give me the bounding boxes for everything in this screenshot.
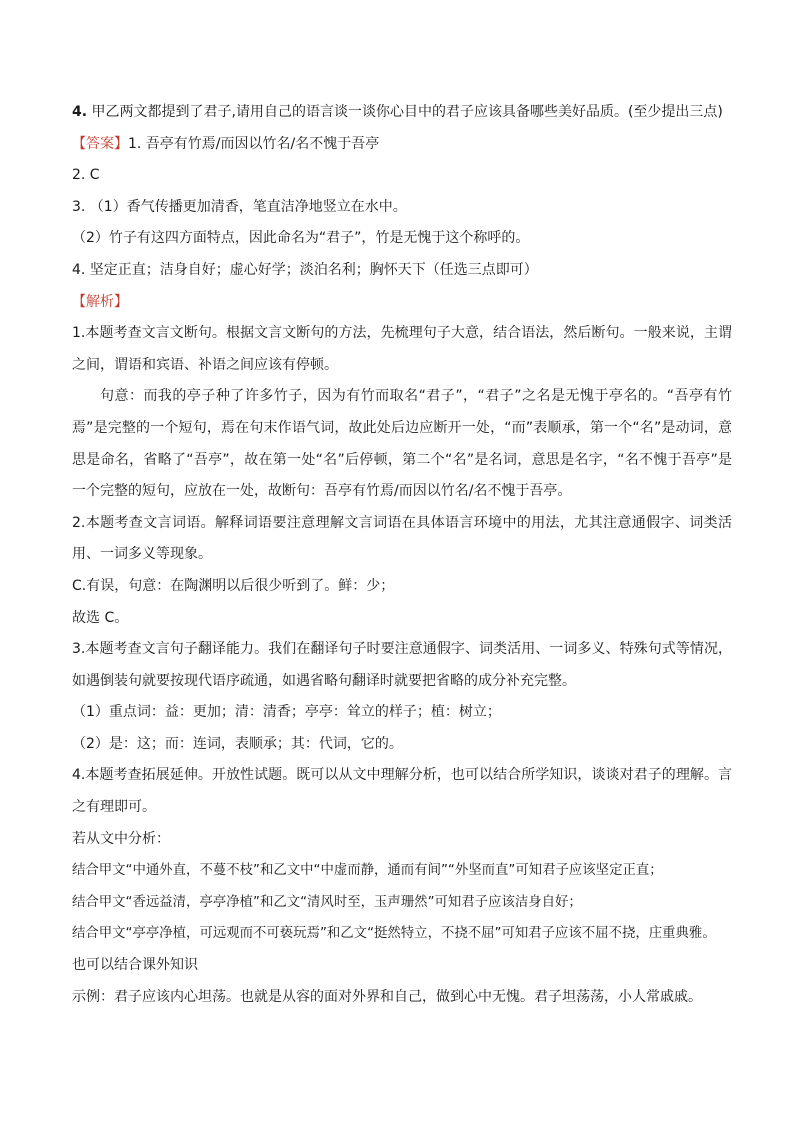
analysis-paragraph-2: 句意：而我的亭子种了许多竹子，因为有竹而取名“君子”，“君子”之名是无愧于亭名的。“吾亭有竹焉”是完整的一个短句，焉在句末作语气词，故此处后边应断开一处，“而”表顺承，第一个“名”是动词，意思是命名，省略了“吾亭”，故在第一处“名”后停顿，第二个“名”是名词，意思是名字，“名不愧于吾亭”是一个完整的短句，应放在一处，故断句：吾亭有竹焉/而因以竹名/名不愧于吾亭。 <box>72 388 732 500</box>
question-text: 甲乙两文都提到了君子,请用自己的语言谈一谈你心目中的君子应该具备哪些美好品质。(至少提出三点) <box>91 104 723 120</box>
analysis-paragraph-13: 结合甲文“亭亭净植，可远观而不可亵玩焉”和乙文“挺然特立，不挠不屈”可知君子应该不屈不挠，庄重典雅。 <box>72 926 716 942</box>
question-4 <box>72 97 732 129</box>
analysis-paragraph-6: 3.本题考查文言句子翻译能力。我们在翻译句子时要注意通假字、词类活用、一词多义、特殊句式等情况，如遇倒装句就要按现代语序疏通，如遇省略句翻译时就要把省略的成分补充完整。 <box>72 641 732 689</box>
analysis-paragraph-14: 也可以结合课外知识 <box>72 957 198 974</box>
analysis-paragraph-1: 1.本题考查文言文断句。根据文言文断句的方法，先梳理句子大意，结合语法，然后断句。一般来说，主谓之间，谓语和宾语、补语之间应该有停顿。 <box>72 325 732 373</box>
answer-label: 【答案】 <box>72 135 128 152</box>
analysis-paragraph-11: 结合甲文“中通外直，不蔓不枝”和乙文中“中虚而静，通而有间”“外坚而直”可知君子应该坚定正直； <box>72 863 663 879</box>
analysis-paragraph-9: 4.本题考查拓展延伸。开放性试题。既可以从文中理解分析，也可以结合所学知识，谈谈对君子的理解。言之有理即可。 <box>72 767 732 816</box>
analysis-label: 【解析】 <box>72 293 128 310</box>
analysis-paragraph-12: 结合甲文“香远益清，亭亭净植”和乙文“清风时至，玉声珊然”可知君子应该洁身自好； <box>72 894 582 910</box>
answer-item-5: 4. 坚定正直；洁身自好；虚心好学；淡泊名利；胸怀天下（任选三点即可） <box>72 261 538 278</box>
analysis-paragraph-7: （1）重点词：益：更加；清：清香；亭亭：耸立的样子；植：树立； <box>72 704 501 721</box>
question-number: 4. <box>72 104 88 120</box>
answer-item-2: 2. C <box>72 167 100 184</box>
document-page <box>72 97 732 1013</box>
answer-item-1: 1. 吾亭有竹焉/而因以竹名/名不愧于吾亭 <box>128 135 380 152</box>
analysis-paragraph-5: 故选 C。 <box>72 609 129 626</box>
answer-item-4: （2）竹子有这四方面特点，因此命名为“君子”，竹是无愧于这个称呼的。 <box>72 230 530 247</box>
analysis-paragraph-10: 若从文中分析： <box>72 830 170 847</box>
answer-line-1 <box>72 129 732 161</box>
analysis-paragraph-8: （2）是：这；而：连词，表顺承；其：代词，它的。 <box>72 735 403 752</box>
answer-item-3: 3. （1）香气传播更加清香，笔直洁净地竖立在水中。 <box>72 198 407 215</box>
analysis-paragraph-3: 2.本题考查文言词语。解释词语要注意理解文言词语在具体语言环境中的用法，尤其注意通假字、词类活用、一词多义等现象。 <box>72 514 732 563</box>
analysis-paragraph-15: 示例：君子应该内心坦荡。也就是从容的面对外界和自己，做到心中无愧。君子坦荡荡，小人常戚戚。 <box>72 988 702 1005</box>
analysis-paragraph-4: C.有误，句意：在陶渊明以后很少听到了。鲜：少； <box>72 577 395 594</box>
